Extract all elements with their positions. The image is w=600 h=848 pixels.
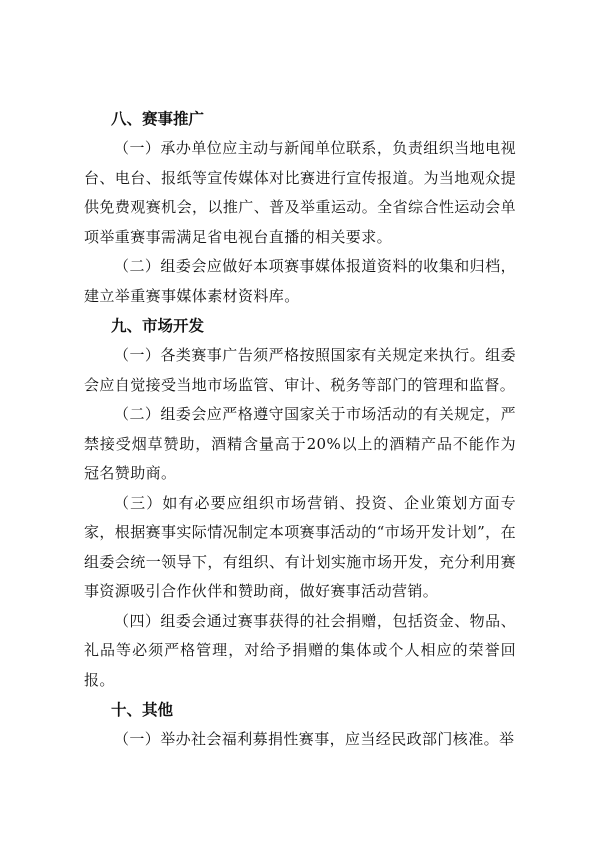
section-heading-other: 十、其他 — [111, 701, 174, 719]
paragraph: （一）各类赛事广告须严格按照国家有关规定来执行。组委会应自觉接受当地市场监管、审计、税务等部门的管理和监督。 — [84, 346, 516, 394]
paragraph: （四）组委会通过赛事获得的社会捐赠，包括资金、物品、礼品等必须严格管理，对给予捐赠的集体或个人相应的荣誉回报。 — [84, 611, 516, 689]
section-heading-promotion: 八、赛事推广 — [111, 110, 205, 128]
paragraph: （一）承办单位应主动与新闻单位联系，负责组织当地电视台、电台、报纸等宣传媒体对比赛进行宣传报道。为当地观众提供免费观赛机会，以推广、普及举重运动。全省综合性运动会单项举重赛事需满足省电视台直播的相关要求。 — [84, 139, 516, 246]
paragraph: （二）组委会应严格遵守国家关于市场活动的有关规定，严禁接受烟草赞助，酒精含量高于20%以上的酒精产品不能作为冠名赞助商。 — [84, 405, 516, 482]
paragraph: （二）组委会应做好本项赛事媒体报道资料的收集和归档，建立举重赛事媒体素材资料库。 — [84, 257, 516, 305]
paragraph: （一）举办社会福利募捐性赛事，应当经民政部门核准。举 — [114, 730, 515, 748]
section-heading-market-development: 九、市场开发 — [111, 317, 205, 335]
paragraph: （三）如有必要应组织市场营销、投资、企业策划方面专家，根据赛事实际情况制定本项赛事活动的“市场开发计划”，在组委会统一领导下，有组织、有计划实施市场开发，充分利用赛事资源吸引合作伙伴和赞助商，做好赛事活动营销。 — [84, 493, 516, 600]
document-body — [84, 104, 516, 755]
